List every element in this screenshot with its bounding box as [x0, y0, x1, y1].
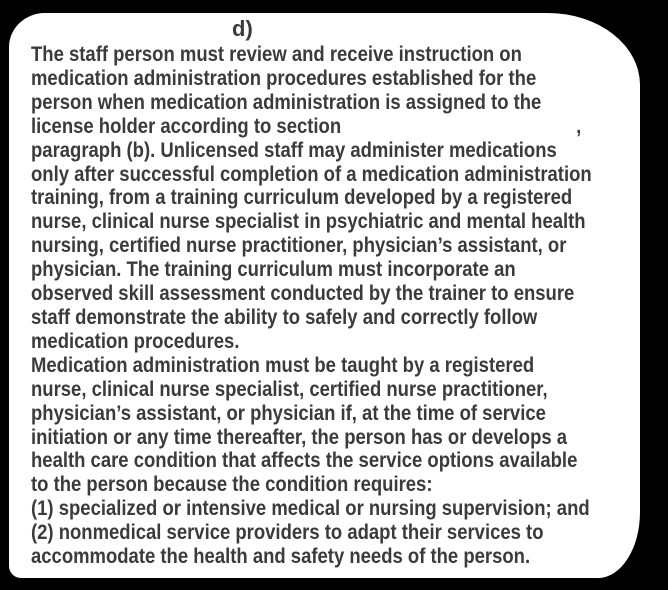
text-line: health care condition that affects the service options available [31, 449, 578, 473]
text-line: nursing, certified nurse practitioner, physician’s assistant, or [31, 234, 567, 258]
text-line-with-gap [31, 115, 592, 139]
statute-lead-text: license holder according to section [31, 114, 342, 138]
text-line: The staff person must review and receive instruction on [31, 43, 522, 66]
text-line: staff demonstrate the ability to safely and correctly follow [31, 305, 538, 329]
text-line: only after successful completion of a medication administration [31, 162, 592, 186]
text-line: physician. The training curriculum must incorporate an [31, 258, 516, 282]
text-line: nurse, clinical nurse specialist in psychiatric and mental health [31, 210, 586, 234]
hidden-statute-reference-gap [341, 132, 576, 133]
text-line: accommodate the health and safety needs of the person. [31, 545, 531, 569]
text-line: Medication administration must be taught by a registered [31, 353, 535, 377]
text-line: to the person because the condition requires: [31, 473, 433, 497]
text-line: (1) specialized or intensive medical or nursing supervision; and [31, 497, 590, 521]
text-line: observed skill assessment conducted by the trainer to ensure [31, 282, 575, 306]
text-line: medication administration procedures established for the [31, 66, 537, 90]
clause-heading: d) [232, 16, 253, 41]
paragraph-block [31, 43, 592, 569]
text-line: person when medication administration is assigned to the [31, 90, 542, 114]
statute-trailing-comma: , [576, 114, 582, 138]
text-line: medication procedures. [31, 329, 240, 353]
text-line: physician’s assistant, or physician if, at the time of service [31, 401, 546, 425]
text-line: (2) nonmedical service providers to adapt their services to [31, 521, 544, 545]
text-line: initiation or any time thereafter, the person has or develops a [31, 425, 568, 449]
text-line: nurse, clinical nurse specialist, certified nurse practitioner, [31, 377, 548, 401]
text-line: paragraph (b). Unlicensed staff may administer medications [31, 138, 557, 162]
text-line: training, from a training curriculum developed by a registered [31, 186, 573, 210]
